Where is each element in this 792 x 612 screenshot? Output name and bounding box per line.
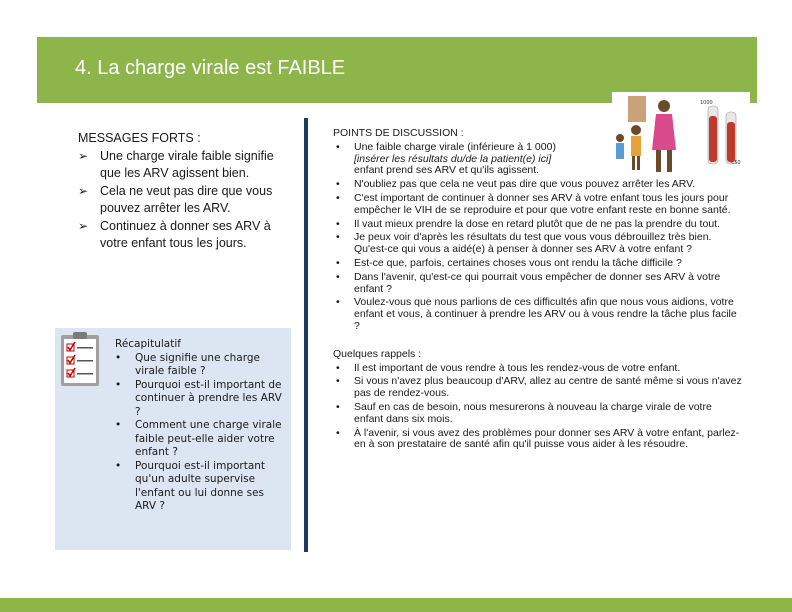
discussion-item: • Voulez-vous que nous parlions de ces difficultés afin que nous vous aidions, votre enfant et vous, à continuer à prendre les ARV ou à vous rendre la tâche plus facile ? <box>336 296 737 332</box>
arrow-right-icon: ➢ <box>78 148 89 163</box>
discussion-item: • C'est important de continuer à donner ses ARV à votre enfant tous les jours pour empêcher le VIH de se reproduire et pour que votre enfant reste en bonne santé. <box>336 191 731 216</box>
discussion-item: • Dans l'avenir, qu'est-ce qui pourrait vous empêcher de donner ses ARV à votre enfant ? <box>336 270 721 295</box>
discussion-title: POINTS DE DISCUSSION : <box>333 127 464 139</box>
recap-item: • Comment une charge virale faible peut-elle aider votre enfant ? <box>115 419 282 458</box>
reminders-title: Quelques rappels : <box>333 347 422 360</box>
illustration-label-bottom: <50 <box>730 160 741 166</box>
key-message-item: ➢ Cela ne veut pas dire que vous pouvez arrêter les ARV. <box>78 183 273 215</box>
arrow-right-icon: ➢ <box>78 183 89 198</box>
arrow-right-icon: ➢ <box>78 218 89 233</box>
key-message-item: ➢ Continuez à donner ses ARV à votre enfant tous les jours. <box>78 218 271 250</box>
reminder-item: • À l'avenir, si vous avez des problèmes pour donner ses ARV à votre enfant, parlez-en à son prestataire de santé afin qu'il puisse vous aider à les résoudre. <box>336 426 740 451</box>
recap-item: • Pourquoi est-il important qu'un adulte supervise l'enfant ou lui donne ses ARV ? <box>115 459 266 512</box>
recap-item: • Pourquoi est-il important de continuer à prendre les ARV ? <box>115 378 282 418</box>
discussion-item: • Est-ce que, parfois, certaines choses vous ont rendu la tâche difficile ? <box>336 256 682 269</box>
discussion-item: • Je peux voir d'après les résultats du test que vous vous débrouillez très bien. Qu'est-ce qui vous a aidé(e) à penser à donner ses ARV à votre enfant ? <box>336 231 712 256</box>
reminder-item: • Il est important de vous rendre à tous les rendez-vous de votre enfant. <box>336 361 681 374</box>
key-messages-heading: MESSAGES FORTS : <box>78 131 201 145</box>
clipboard-checklist-icon <box>59 330 101 388</box>
reminder-item: • Sauf en cas de besoin, nous mesurerons à nouveau la charge virale de votre enfant dans six mois. <box>336 400 712 425</box>
discussion-item: • Une faible charge virale (inférieure à 1 000) [insérer les résultats du/de la patient(e) ici] enfant prend ses ARV et qu'ils agissent. <box>336 140 556 177</box>
discussion-item: • Il vaut mieux prendre la dose en retard plutôt que de ne pas la prendre du tout. <box>336 217 720 230</box>
discussion-column <box>333 128 743 453</box>
reminder-item: • Si vous n'avez plus beaucoup d'ARV, allez au centre de santé même si vous n'avez pas de rendez-vous. <box>336 375 742 400</box>
key-message-item: ➢ Une charge virale faible signifie que les ARV agissent bien. <box>78 148 274 180</box>
discussion-item: • N'oubliez pas que cela ne veut pas dire que vous pouvez arrêter les ARV. <box>336 178 696 191</box>
illustration-label-top: 1000 <box>700 100 713 106</box>
recap-box <box>55 328 291 550</box>
recap-item: • Que signifie une charge virale faible ? <box>115 351 260 377</box>
footer-bar <box>0 598 792 612</box>
key-messages <box>78 130 293 253</box>
recap-title: Récapitulatif <box>115 338 181 350</box>
page-title: 4. La charge virale est FAIBLE <box>75 57 346 79</box>
column-divider <box>304 118 308 552</box>
